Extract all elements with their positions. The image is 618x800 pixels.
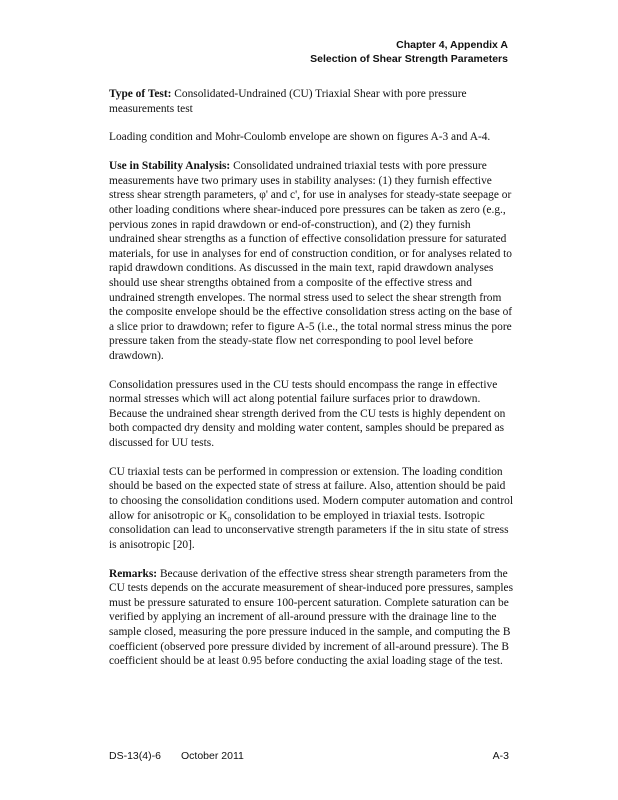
remarks-paragraph <box>109 567 514 669</box>
cu-triaxial-paragraph: CU triaxial tests can be performed in compression or extension. The loading condition should be based on the expected state of stress at failure. Also, attention should be paid to choosing the consolidation conditions used. Modern computer automation and control allow for anisotropic or K₀ consolidation to be employed in triaxial tests. Isotropic consolidation can lead to unconservative strength parameters if the in situ state of stress is anisotropic [20]. <box>109 465 513 551</box>
use-in-stability-label: Use in Stability Analysis: <box>109 160 231 173</box>
type-of-test-text: Consolidated-Undrained (CU) Triaxial Shear with pore pressure measurements test <box>109 88 467 115</box>
remarks-text: Because derivation of the effective stress shear strength parameters from the CU tests depends on the accurate measurement of shear-induced pore pressures, samples must be pressure saturated to ensure 100-percent saturation. Complete saturation can be verified by applying an increment of all-around pressure with the drainage line to the sample closed, measuring the pore pressure induced in the sample, and computing the B coefficient (observed pore pressure divided by increment of all-around pressure). The B coefficient should be at least 0.95 before conducting the axial loading stage of the test. <box>109 567 514 668</box>
use-in-stability-text: Consolidated undrained triaxial tests with pore pressure measurements have two primary uses in stability analyses: (1) they furnish effective stress shear strength parameters, φ' and c', for use in analyses for steady-state seepage or other loading conditions where shear-induced pore pressures can be taken as zero (e.g., pervious zones in rapid drawdown or end-of-construction), and (2) they furnish undrained shear strengths as a function of effective consolidation pressure for saturated materials, for use in analyses for end of construction condition, or for analyses related to rapid drawdown conditions. As discussed in the main text, rapid drawdown analyses should use shear strengths obtained from a composite of the effective stress and undrained strength envelopes. The normal stress used to select the shear strength from the composite envelope should be the effective consolidation stress acting on the base of a slice prior to drawdown; refer to figure A-5 (i.e., the total normal stress minus the pore pressure taken from the steady-state flow net corresponding to pool level before drawdown). <box>109 160 513 362</box>
document-body <box>109 87 514 683</box>
section-subtitle: Selection of Shear Strength Parameters <box>310 53 508 65</box>
page-header <box>310 38 508 66</box>
type-of-test-label: Type of Test: <box>109 88 172 100</box>
publication-date: October 2011 <box>181 750 244 762</box>
document-id: DS-13(4)-6 <box>109 750 161 762</box>
chapter-title: Chapter 4, Appendix A <box>396 39 508 51</box>
use-in-stability-paragraph <box>109 159 514 363</box>
loading-paragraph: Loading condition and Mohr-Coulomb envelope are shown on figures A-3 and A-4. <box>109 131 491 144</box>
type-of-test-paragraph <box>109 87 514 116</box>
page-number: A-3 <box>492 750 509 762</box>
remarks-label: Remarks: <box>109 567 158 580</box>
consolidation-paragraph: Consolidation pressures used in the CU tests should encompass the range in effective normal stresses which will act along potential failure surfaces prior to drawdown. Because the undrained shear strength derived from the CU tests is highly dependent on both compacted dry density and molding water content, samples should be prepared as discussed for UU tests. <box>109 378 506 450</box>
